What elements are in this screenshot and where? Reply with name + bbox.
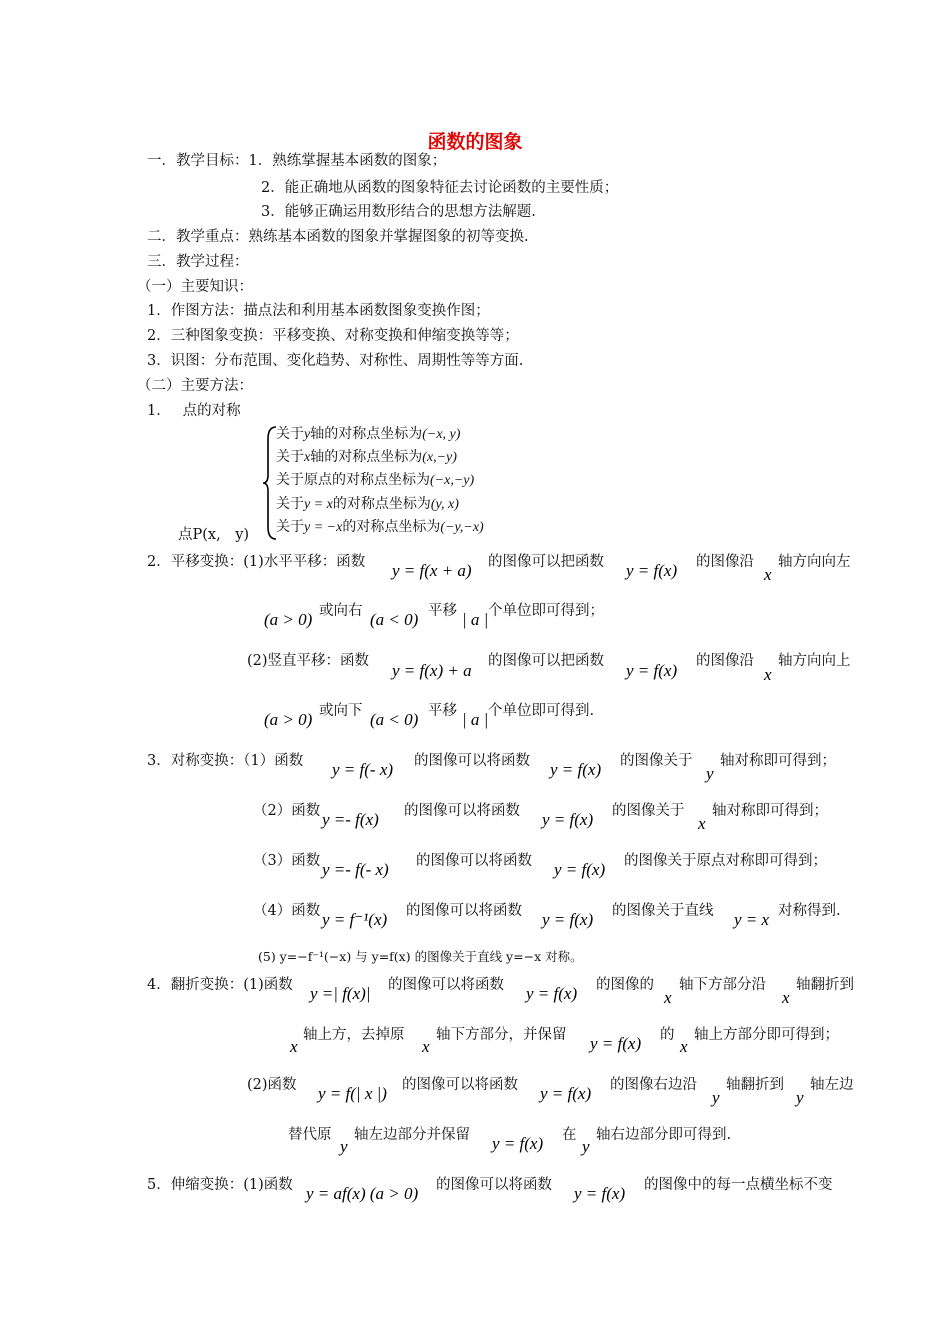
s3-formula-2: y = f(x): [550, 760, 602, 779]
s4-var-y3: y: [340, 1137, 348, 1156]
s3-formula-6: y = f(x): [554, 860, 606, 879]
s3-l4-b: 的图像可以将函数: [406, 903, 522, 919]
s3-l2-b: 的图像可以将函数: [404, 803, 520, 819]
s3-l2-c: 的图像关于: [612, 803, 685, 819]
s4-text-c: 的图像的: [596, 977, 654, 993]
s2-cond-1: (a > 0): [264, 610, 313, 629]
s2-text-e2: 或向右: [319, 603, 363, 619]
s2-text-k2: 或向下: [319, 703, 363, 719]
goal-3: 3．能够正确运用数形结合的思想方法解题.: [261, 204, 536, 220]
s3-formula-5: y =- f(- x): [322, 860, 389, 879]
goal-1: 一．教学目标：1．熟练掌握基本函数的图象；: [147, 153, 447, 169]
knowledge-3: 3．识图：分布范围、变化趋势、对称性、周期性等等方面.: [147, 353, 524, 369]
symmetry-line-2: 关于x轴的对称点坐标为(x,−y): [276, 449, 457, 465]
s2-text-e6: 个单位即可得到；: [488, 603, 604, 619]
s5-formula-2: y = f(x): [574, 1184, 626, 1203]
s4-text-j: 轴上方部分即可得到；: [694, 1027, 839, 1043]
s4-var-x2: x: [782, 988, 790, 1007]
s2-text-h: 的图像可以把函数: [488, 653, 604, 669]
s3-text-d: 轴对称即可得到；: [720, 753, 836, 769]
symmetry-line-1: 关于y轴的对称点坐标为(−x, y): [276, 426, 461, 442]
symmetry-line-3: 关于原点的对称点坐标为(−x,−y): [276, 472, 475, 488]
s3-formula-9: y = x: [734, 910, 770, 929]
s4-l2-c: 的图像右边沿: [610, 1077, 697, 1093]
s3-var-x: x: [698, 814, 706, 833]
s3-l3-a: （3）函数: [253, 853, 321, 869]
s3-l4-a: （4）函数: [253, 903, 321, 919]
s4-var-y1: y: [712, 1088, 720, 1107]
s2-text-e4: 平移: [428, 603, 457, 619]
s2-text-a: 2．平移变换：(1)水平平移：函数: [147, 554, 366, 570]
s3-l2-d: 轴对称即可得到；: [712, 803, 828, 819]
s3-text-b: 的图像可以将函数: [414, 753, 530, 769]
s3-formula-3: y =- f(x): [322, 810, 379, 829]
s4-var-x1: x: [664, 988, 672, 1007]
s3-l3-b: 的图像可以将函数: [416, 853, 532, 869]
s2-formula-1: y = f(x + a): [392, 561, 472, 580]
s2-cond-2: (a < 0): [370, 610, 419, 629]
knowledge-heading: （一）主要知识：: [137, 279, 253, 295]
process-heading: 三．教学过程：: [147, 254, 249, 270]
s4-formula-1: y =| f(x)|: [310, 984, 371, 1003]
s4-text-d: 轴下方部分沿: [679, 977, 766, 993]
s2-cond-4: (a < 0): [370, 710, 419, 729]
s4-formula-3: y = f(x): [590, 1034, 642, 1053]
methods-heading: （二）主要方法：: [137, 378, 253, 394]
s4-text-e: 轴翻折到: [796, 977, 854, 993]
symmetry-line-4: 关于y = x的对称点坐标为(y, x): [276, 496, 459, 512]
knowledge-1: 1．作图方法：描点法和利用基本函数图象变换作图；: [147, 303, 490, 319]
s2-text-c: 的图像沿: [696, 554, 754, 570]
s3-text-a: 3．对称变换：（1）函数: [147, 753, 304, 769]
key-points: 二．教学重点：熟练基本函数的图象并掌握图象的初等变换.: [147, 229, 529, 245]
s2-var-x: x: [764, 565, 772, 584]
s2-formula-2: y = f(x): [626, 561, 678, 580]
s2-text-g: (2)竖直平移：函数: [247, 653, 370, 669]
s4-l2-b: 的图像可以将函数: [402, 1077, 518, 1093]
s2-text-i: 的图像沿: [696, 653, 754, 669]
s2-cond-3: (a > 0): [264, 710, 313, 729]
s3-formula-7: y = f⁻¹(x): [322, 910, 388, 929]
s4-l3-a: 替代原: [288, 1127, 332, 1143]
s4-text-b: 的图像可以将函数: [388, 977, 504, 993]
s4-formula-2: y = f(x): [526, 984, 578, 1003]
page-title: 函数的图象: [427, 131, 523, 153]
point-p-label: 点P(x, y): [178, 527, 250, 543]
s4-var-x5: x: [680, 1037, 688, 1056]
s2-text-b: 的图像可以把函数: [488, 554, 604, 570]
s4-text-a: 4．翻折变换：(1)函数: [147, 977, 293, 993]
s3-l4-c: 的图像关于直线: [612, 903, 714, 919]
s3-l5: (5) y=−f⁻¹(−x) 与 y=f(x) 的图像关于直线 y=−x 对称。: [258, 949, 583, 964]
s2-text-k4: 平移: [428, 703, 457, 719]
symmetry-line-5: 关于y = −x的对称点坐标为(−y,−x): [276, 519, 484, 535]
s5-text-b: 的图像可以将函数: [436, 1177, 552, 1193]
s4-var-x4: x: [422, 1037, 430, 1056]
s4-l3-d: 轴右边部分即可得到.: [596, 1127, 732, 1143]
s5-text-a: 5．伸缩变换：(1)函数: [147, 1177, 293, 1193]
s4-formula-4: y = f(| x |): [318, 1084, 387, 1103]
s2-text-k6: 个单位即可得到.: [488, 703, 595, 719]
s4-var-x3: x: [290, 1037, 298, 1056]
s4-l2-e: 轴左边: [810, 1077, 854, 1093]
s3-l2-a: （2）函数: [253, 803, 321, 819]
s5-text-c: 的图像中的每一点横坐标不变: [644, 1177, 833, 1193]
s3-formula-1: y = f(- x): [332, 760, 394, 779]
s5-formula-1: y = af(x) (a > 0): [306, 1184, 419, 1203]
s2-abs-a: | a |: [462, 610, 489, 629]
s3-formula-8: y = f(x): [542, 910, 594, 929]
s4-l3-b: 轴左边部分并保留: [354, 1127, 470, 1143]
s3-var-y: y: [706, 764, 714, 783]
s4-var-y4: y: [582, 1137, 590, 1156]
s2-formula-3: y = f(x) + a: [392, 661, 472, 680]
s4-l2-a: (2)函数: [247, 1077, 297, 1093]
s4-formula-6: y = f(x): [492, 1134, 544, 1153]
knowledge-2: 2．三种图象变换：平移变换、对称变换和伸缩变换等等；: [147, 328, 519, 344]
s3-l4-d: 对称得到.: [778, 903, 841, 919]
s4-formula-5: y = f(x): [540, 1084, 592, 1103]
s4-var-y2: y: [796, 1088, 804, 1107]
goal-2: 2．能正确地从函数的图象特征去讨论函数的主要性质；: [261, 180, 619, 196]
s3-l3-c: 的图像关于原点对称即可得到；: [624, 853, 827, 869]
s2-formula-4: y = f(x): [626, 661, 678, 680]
s4-text-h: 轴下方部分，并保留: [436, 1027, 567, 1043]
s4-l3-c: 在: [562, 1127, 577, 1143]
point-symmetry-heading: 1． 点的对称: [147, 403, 241, 419]
s3-text-c: 的图像关于: [620, 753, 693, 769]
s4-text-g: 轴上方，去掉原: [303, 1027, 405, 1043]
s4-l2-d: 轴翻折到: [726, 1077, 784, 1093]
s3-formula-4: y = f(x): [542, 810, 594, 829]
s2-var-x2: x: [764, 665, 772, 684]
s2-abs-a2: | a |: [462, 710, 489, 729]
s4-text-i: 的: [660, 1027, 675, 1043]
s2-text-j: 轴方向向上: [778, 653, 851, 669]
s2-text-d: 轴方向向左: [778, 554, 851, 570]
